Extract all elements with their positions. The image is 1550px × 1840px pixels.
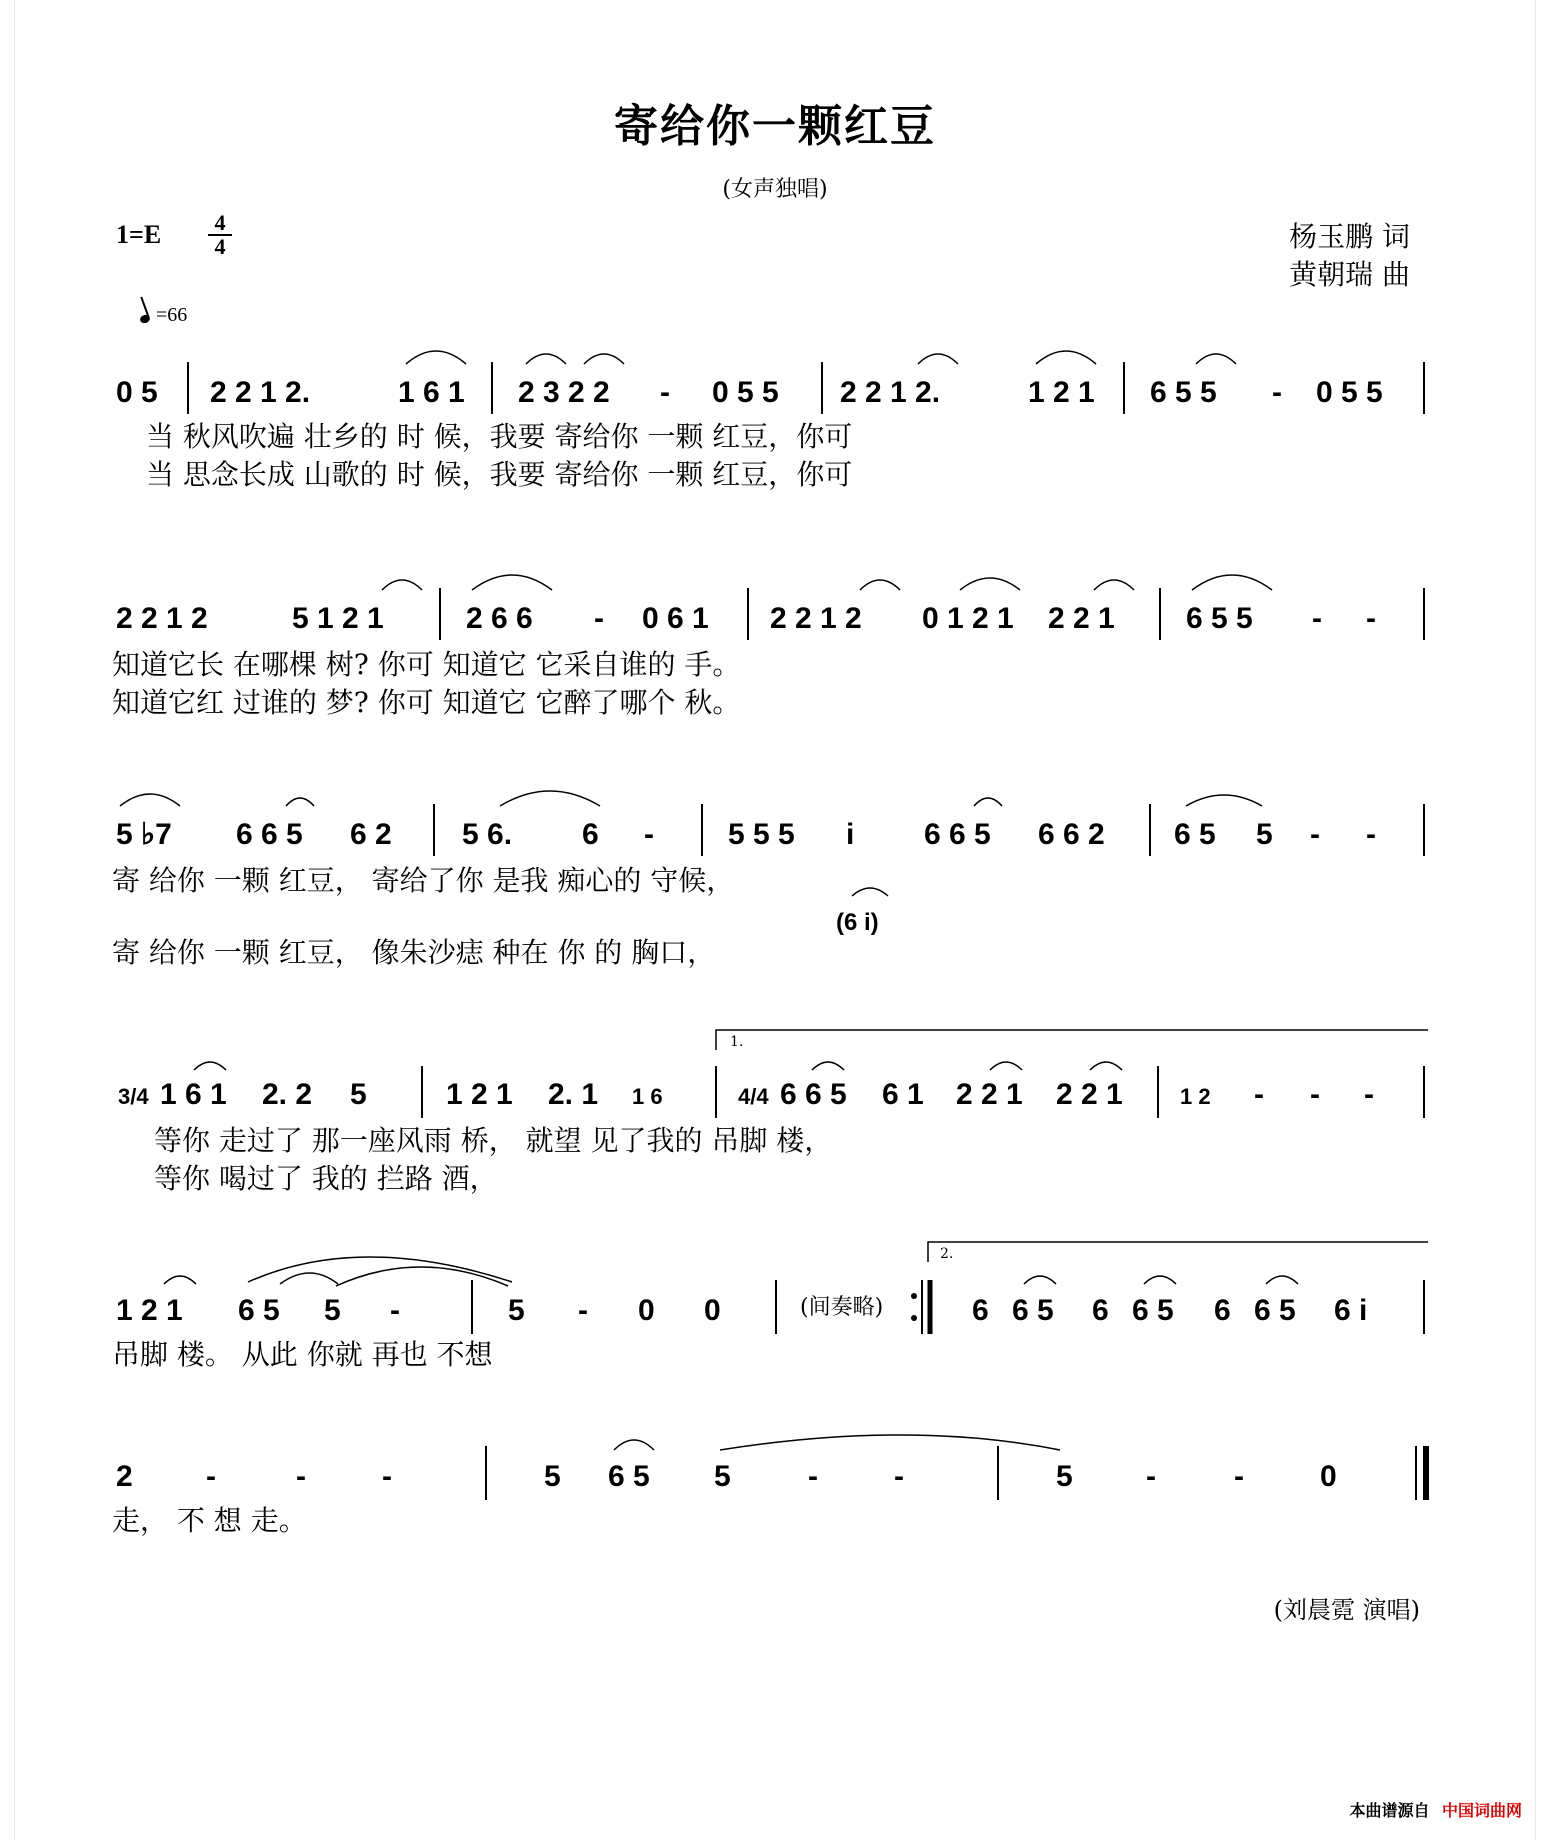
notation-token: 0 5 5 [1316,376,1383,409]
notation-token: 6 2 [350,818,392,851]
interlude-note: (间奏略) [800,1295,884,1320]
notation-token: 6 6 5 [780,1078,847,1111]
notation-token: 0 [704,1294,721,1327]
notation-token: - [1310,1078,1320,1111]
notation-token: 2 2 1 2 [116,602,208,635]
notation-token: 2 2 1 2 [770,602,862,635]
notation-token: i [846,818,855,851]
alternate-notes: (6 i) [836,909,879,936]
notation-token: 2 2 1 2. [210,376,311,409]
notation-token: 6 5 [1254,1294,1296,1327]
repeat-dot [911,1293,917,1299]
notation-token: 6 6 5 [236,818,303,851]
slur [1090,1062,1122,1070]
slur [1192,575,1272,590]
slur [1094,580,1134,590]
notation-token: 6 6 2 [1038,818,1105,851]
notation-token: 2 2 1 [1056,1078,1123,1111]
notation-token: - [1254,1078,1264,1111]
lyric-line: 吊脚 楼。 从此 你就 再也 不想 [112,1338,493,1371]
notation-token: 1 2 1 [116,1294,183,1327]
notation-token: - [894,1460,904,1493]
notation-token: - [1312,602,1322,635]
slur [472,575,552,590]
notation-token: 6 5 [608,1460,650,1493]
lyric-line: 走， 不 想 走。 [112,1504,307,1537]
slur [500,791,600,806]
slur [406,351,466,364]
notation-token: - [1272,376,1282,409]
slur [1024,1276,1056,1284]
slur [1196,354,1236,364]
volta-bracket [928,1242,1428,1262]
slur [860,580,900,590]
slur [918,354,958,364]
source-site-link[interactable]: 中国词曲网 [1441,1803,1522,1820]
notation-token: 5 ♭7 [116,818,172,851]
notation-token: 5 [508,1294,525,1327]
notation-token: - [1366,818,1376,851]
notation-token: 5 [1056,1460,1073,1493]
notation-token: - [1364,1078,1374,1111]
lyric-line: 寄 给你 一颗 红豆， 寄给了你 是我 痴心的 守候， [112,864,735,897]
singer-credit: (刘晨霓 演唱) [1273,1596,1420,1624]
notation-token: - [390,1294,400,1327]
tie [336,1267,508,1286]
notation-token: 0 1 2 1 [922,602,1014,635]
slur [614,1440,654,1450]
slur [812,1062,844,1070]
notation-token: 2. 2 [262,1078,313,1111]
score-row-3 [112,791,1424,969]
notation-token: 0 5 [116,376,158,409]
notation-token: 5 [350,1078,367,1111]
notation-token: 6 [1214,1294,1231,1327]
lyric-line: 寄 给你 一颗 红豆， 像朱沙痣 种在 你 的 胸口， [112,936,716,969]
repeat-dot [911,1315,917,1321]
key-signature: 1=E [116,220,162,249]
slur [852,888,888,896]
slur [974,798,1002,806]
notation-token: 2. 1 [548,1078,599,1111]
notation-token: 0 6 1 [642,602,709,635]
slur [1036,351,1096,364]
slur [120,794,180,806]
slur [1266,1276,1298,1284]
lyric-line: 知道它长 在哪棵 树? 你可 知道它 它采自谁的 手。 [112,648,741,681]
notation-token: 6 5 [1132,1294,1174,1327]
notation-token: 6 5 [1012,1294,1054,1327]
notation-token: 0 [1320,1460,1337,1493]
notation-token: 0 5 5 [712,376,779,409]
score-row-2 [112,575,1424,719]
tie [248,1257,512,1282]
tempo-value: =66 [156,304,188,326]
notation-token: 5 6. [462,818,513,851]
lyric-line: 当 秋风吹遍 壮乡的 时 候，我要 寄给你 一颗 红豆，你可 [146,420,853,453]
lyric-line: 等你 走过了 那一座风雨 桥， 就望 见了我的 吊脚 楼， [154,1124,833,1157]
slur [1144,1276,1176,1284]
time-change: 4/4 [738,1084,769,1109]
notation-token: 5 [1256,818,1273,851]
notation-token: - [382,1460,392,1493]
volta-number: 2. [940,1246,954,1262]
notation-token: - [808,1460,818,1493]
lyric-line: 等你 喝过了 我的 拦路 酒， [154,1162,498,1195]
notation-token: 6 i [1334,1294,1368,1327]
notation-token: 6 [582,818,599,851]
notation-token: 6 5 [1174,818,1216,851]
notation-token: 6 5 5 [1186,602,1253,635]
song-title: 寄给你一颗红豆 [614,101,936,152]
source-attribution [1350,1798,1522,1821]
time-signature-denominator: 4 [208,234,232,258]
notation-token: 1 6 1 [398,376,465,409]
lyric-line: 知道它红 过谁的 梦? 你可 知道它 它醉了哪个 秋。 [112,686,741,719]
time-signature-numerator: 4 [214,210,226,235]
volta-number: 1. [730,1034,744,1050]
notation-token: 2 3 2 2 [518,376,610,409]
tie [720,1435,1060,1450]
notation-token: 1 6 1 [160,1078,227,1111]
notation-token: 2 2 1 [1048,602,1115,635]
slur [194,1062,226,1070]
time-change: 3/4 [118,1084,149,1109]
song-subtitle: (女声独唱) [722,177,828,202]
notation-token: - [578,1294,588,1327]
notation-token: 1 2 [1180,1084,1211,1109]
notation-token: 6 [972,1294,989,1327]
notation-token: - [660,376,670,409]
lyric-line: 当 思念长成 山歌的 时 候，我要 寄给你 一颗 红豆，你可 [146,458,853,491]
slur [280,1273,338,1284]
notation-token: - [206,1460,216,1493]
score-row-6 [112,1435,1426,1537]
notation-token: - [594,602,604,635]
notation-token: - [1234,1460,1244,1493]
volta-bracket [716,1030,1428,1050]
notation-token: 6 6 5 [924,818,991,851]
slur [382,580,422,590]
slur [526,354,566,364]
notation-token: 5 [544,1460,561,1493]
notation-token: - [1366,602,1376,635]
notation-token: 2 2 1 [956,1078,1023,1111]
score-row-1 [116,351,1424,491]
composer-credit: 黄朝瑞 曲 [1289,258,1410,291]
notation-token: 0 [638,1294,655,1327]
notation-token: 5 [324,1294,341,1327]
notation-token: 5 5 5 [728,818,795,851]
score-row-5 [112,1242,1428,1371]
notation-token: 6 [1092,1294,1109,1327]
notation-token: 5 [714,1460,731,1493]
notation-token: 2 6 6 [466,602,533,635]
lyricist-credit: 杨玉鹏 词 [1289,220,1410,253]
score-row-4 [118,1030,1428,1195]
notation-token: 5 1 2 1 [292,602,384,635]
notation-token: - [1310,818,1320,851]
slur [164,1276,196,1284]
notation-token: - [644,818,654,851]
notation-token: 1 2 1 [1028,376,1095,409]
notation-token: - [1146,1460,1156,1493]
slur [1186,795,1262,806]
notation-token: 1 2 1 [446,1078,513,1111]
notation-token: 2 2 1 2. [840,376,941,409]
notation-token: 6 1 [882,1078,924,1111]
notation-token: 6 5 [238,1294,280,1327]
notation-token: 1 6 [632,1084,663,1109]
slur [990,1062,1022,1070]
slur [584,354,624,364]
source-label: 本曲谱源自 [1349,1803,1430,1820]
slur [286,798,314,806]
notation-token: - [296,1460,306,1493]
slur [960,578,1020,590]
notation-token: 6 5 5 [1150,376,1217,409]
notation-token: 2 [116,1460,133,1493]
